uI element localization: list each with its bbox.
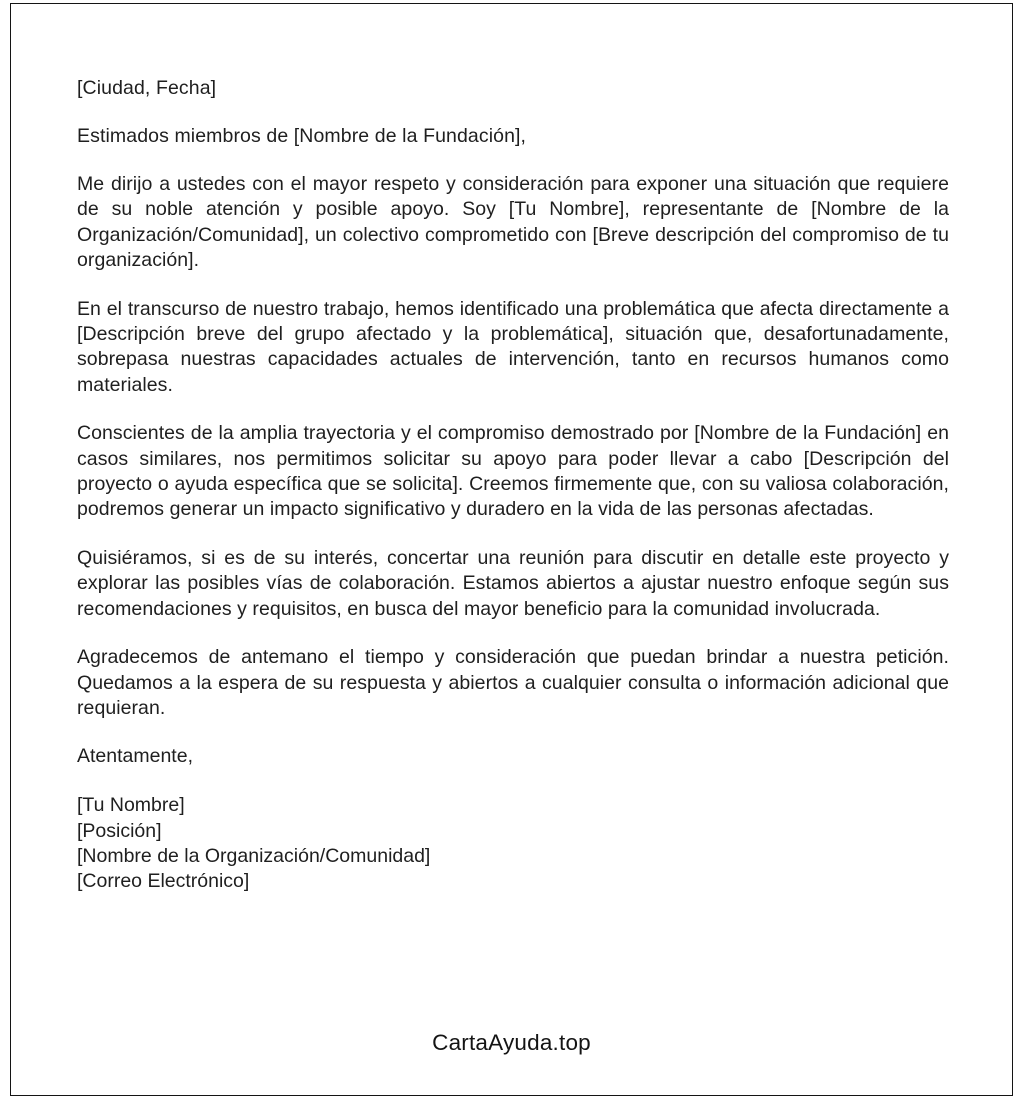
letter-content xyxy=(77,76,949,894)
letter-paragraph-3: Conscientes de la amplia trayectoria y el compromiso demostrado por [Nombre de la Fundación] en casos similares, nos permitimos solicitar su apoyo para poder llevar a cabo [Descripción del proyecto o ayuda específica que se solicita]. Creemos firmemente que, con su valiosa colaboración, podremos generar un impacto significativo y duradero en la vida de las personas afectadas. xyxy=(77,422,949,521)
signature-line-name: [Tu Nombre] xyxy=(77,794,185,817)
letter-paragraph-1: Me dirijo a ustedes con el mayor respeto y consideración para exponer una situación que requiere de su noble atención y posible apoyo. Soy [Tu Nombre], representante de [Nombre de la Organización/Comunidad], un colectivo comprometido con [Breve descripción del compromiso de tu organización]. xyxy=(77,173,949,272)
footer-brand: CartaAyuda.top xyxy=(432,1030,591,1055)
letter-paragraph-2: En el transcurso de nuestro trabajo, hemos identificado una problemática que afecta directamente a [Descripción breve del grupo afectado y la problemática], situación que, desafortunadamente, sobrepasa nuestras capacidades actuales de intervención, tanto en recursos humanos como materiales. xyxy=(77,297,949,396)
signature-line-organization: [Nombre de la Organización/Comunidad] xyxy=(77,844,431,867)
closing-line: Atentamente, xyxy=(77,745,193,768)
letter-paragraph-4: Quisiéramos, si es de su interés, concertar una reunión para discutir en detalle este proyecto y explorar las posibles vías de colaboración. Estamos abiertos a ajustar nuestro enfoque según sus recomendaciones y requisitos, en busca del mayor beneficio para la comunidad involucrada. xyxy=(77,546,949,620)
signature-block xyxy=(77,793,949,894)
date-line: [Ciudad, Fecha] xyxy=(77,77,217,99)
document-page-frame xyxy=(10,3,1013,1096)
salutation-line: Estimados miembros de [Nombre de la Fundación], xyxy=(77,125,527,147)
signature-line-email: [Correo Electrónico] xyxy=(77,869,250,892)
signature-line-position: [Posición] xyxy=(77,819,162,842)
letter-paragraph-5: Agradecemos de antemano el tiempo y consideración que puedan brindar a nuestra petición. Quedamos a la espera de su respuesta y abiertos a cualquier consulta o información adicional que requieran. xyxy=(77,646,949,719)
